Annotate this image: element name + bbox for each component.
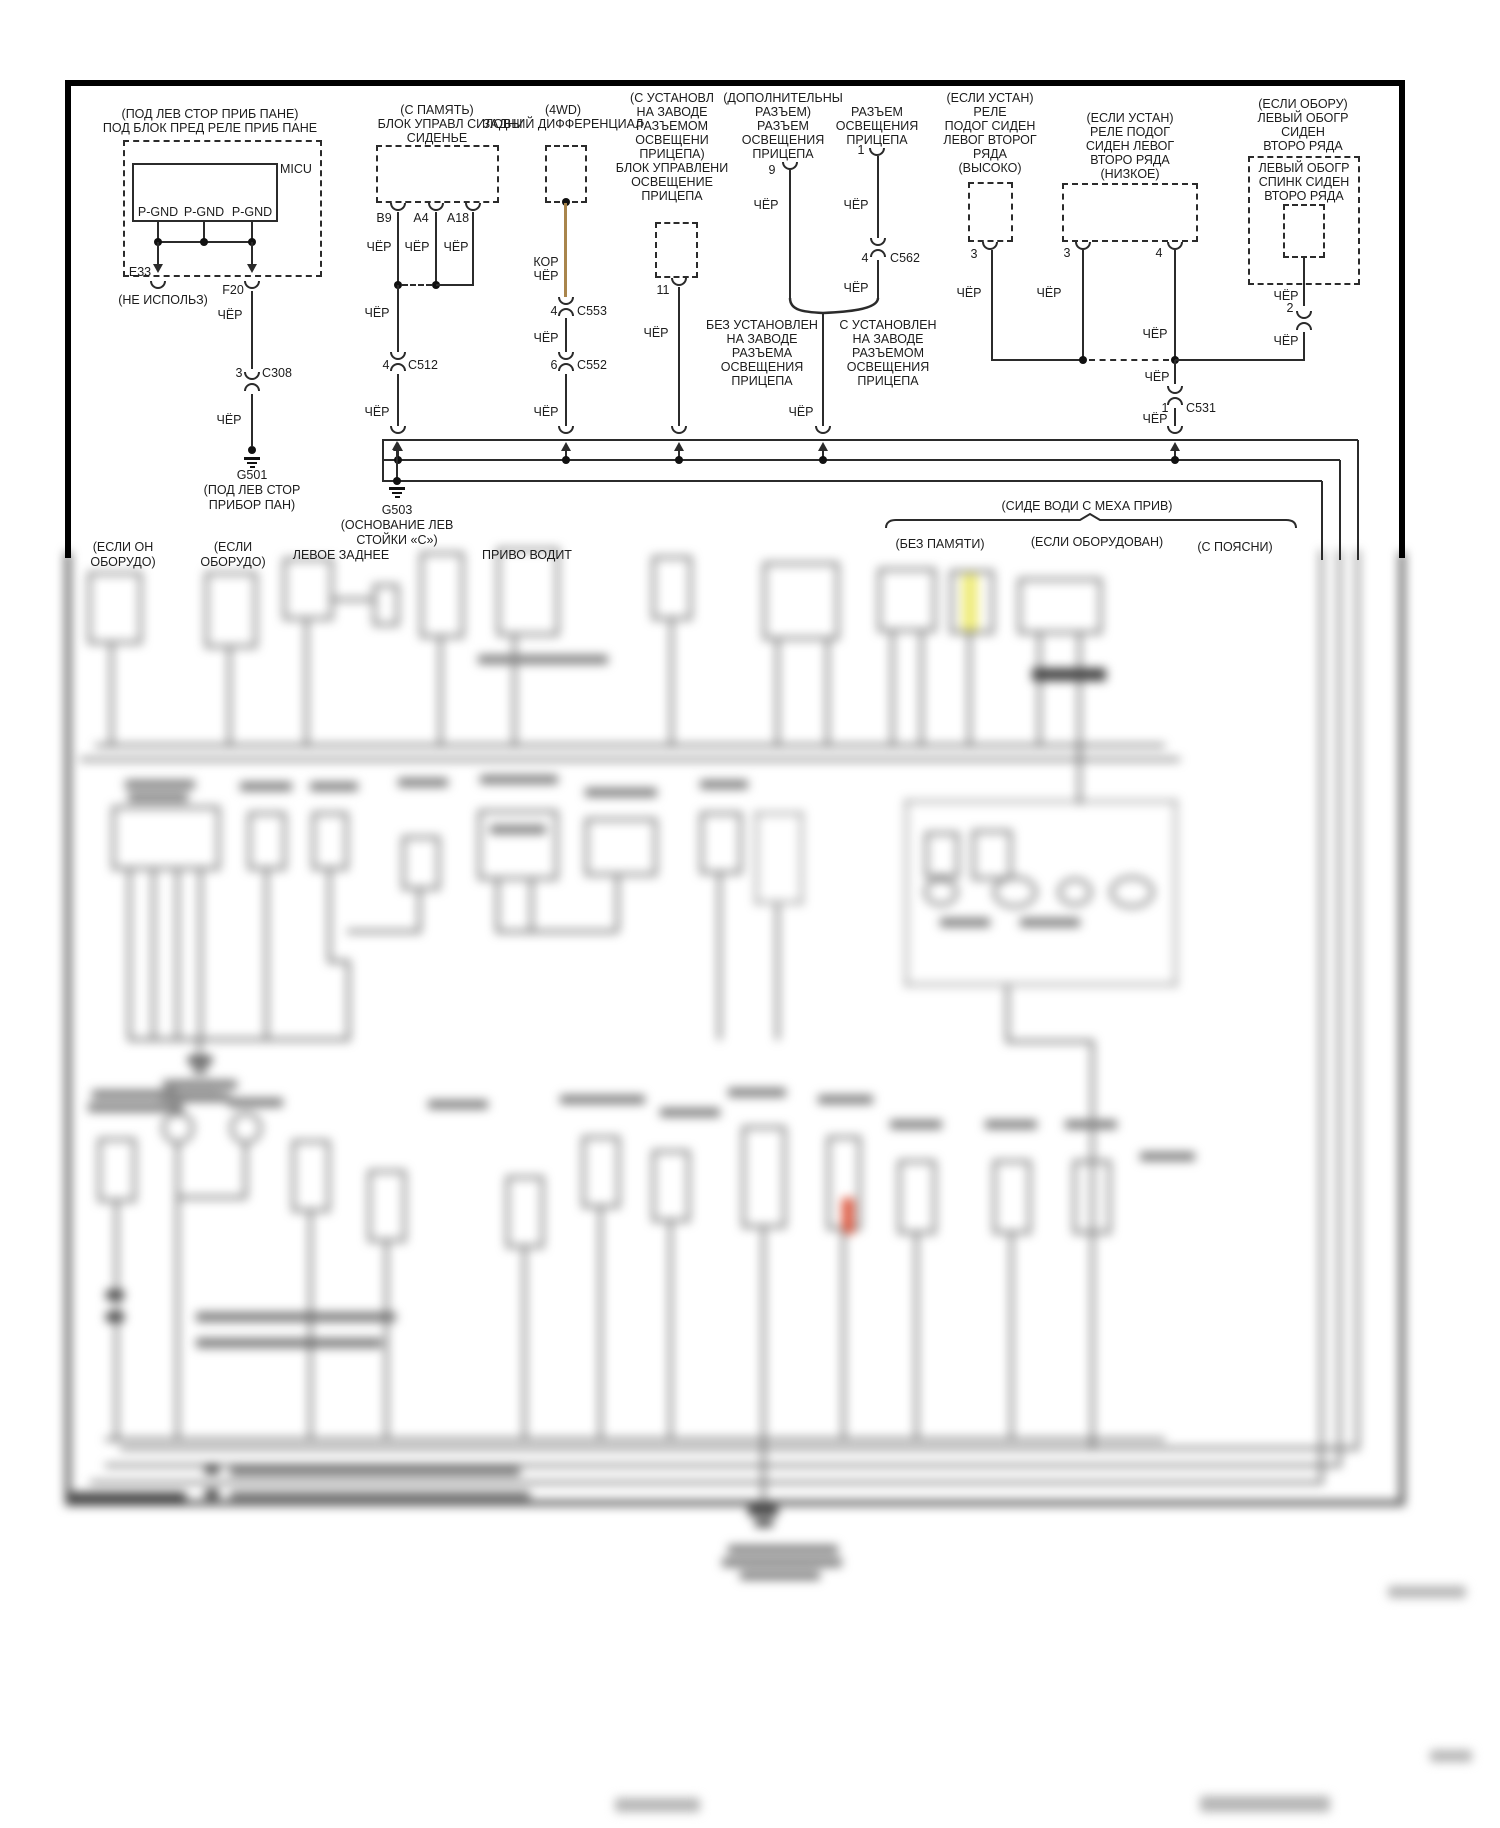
wire (1082, 250, 1084, 360)
wire (397, 212, 399, 285)
connector-icon (1296, 311, 1312, 319)
bus-line-bottom (383, 480, 1322, 482)
wire-color-label: ЧЁР (443, 239, 469, 254)
seat-option-label: (С ПОЯСНИ) (1197, 539, 1273, 554)
connector-c562-pin: 4 (861, 250, 869, 265)
wire (472, 212, 474, 285)
pin-cup-icon (869, 148, 885, 156)
seat-module-title1: (С ПАМЯТЬ) (400, 102, 474, 117)
ground-icon (389, 487, 405, 490)
trailer-module-title: ОСВЕЩЕНИЕ (631, 174, 713, 189)
junction-dot (200, 238, 208, 246)
frame-left (65, 80, 71, 558)
bus-right-drop (1357, 440, 1359, 560)
trailer-module-title: РАЗЪЕМОМ (635, 118, 709, 133)
connector-icon (870, 249, 886, 257)
pin-cup-icon (390, 203, 406, 211)
bus-right-drop (1321, 481, 1323, 560)
connector-c553-pin: 4 (550, 303, 558, 318)
ground-g503-id: G503 (381, 502, 413, 517)
pin-cup-icon (428, 203, 444, 211)
connector-c562-name: C562 (890, 250, 920, 265)
micu-title-line2: ПОД БЛОК ПРЕД РЕЛЕ ПРИБ ПАНЕ (102, 120, 318, 135)
wire (435, 212, 437, 285)
junction-dot (1079, 356, 1087, 364)
wire (251, 394, 253, 446)
relay-high-pin: 3 (970, 246, 978, 261)
seat-module-title3: СИДЕНЬЕ (406, 130, 468, 145)
ground-dot (248, 446, 256, 454)
pin-cup-icon (815, 426, 831, 434)
wire-color-label: ЧЁР (1142, 411, 1168, 426)
rear-diff-box (545, 145, 587, 203)
micu-pin-f20: F20 (222, 282, 244, 297)
connector-c308-pin: 3 (235, 365, 243, 380)
wire (1174, 250, 1176, 360)
ground-g501-loc1: (ПОД ЛЕВ СТОР (203, 482, 301, 497)
wire-color-label: ЧЁР (643, 325, 669, 340)
wire-color-label: ЧЁР (788, 404, 814, 419)
seat-heater-inner-title: ВТОРО РЯДА (1264, 188, 1344, 203)
connector-icon (1167, 397, 1183, 405)
wire (991, 250, 993, 360)
ground-g503-loc2: СТОЙКИ «С») (356, 532, 438, 547)
pin-cup-icon (1075, 242, 1091, 250)
pin-cup-icon (782, 162, 798, 170)
pin-cup-icon (1167, 426, 1183, 434)
lower-col1-label: ОБОРУДО) (90, 554, 156, 569)
group-brace-icon (884, 512, 1298, 530)
bus-left-cap (382, 439, 384, 482)
wire-color-label: ЧЁР (1142, 326, 1168, 341)
relay-low-title: ВТОРО РЯДА (1090, 152, 1170, 167)
wire (877, 260, 879, 300)
connector-icon (390, 352, 406, 360)
junction-dot (819, 456, 827, 464)
wire (397, 374, 399, 426)
seat-heater-title: ВТОРО РЯДА (1263, 138, 1343, 153)
wire (157, 242, 159, 266)
trailer-module-pin: 11 (656, 282, 670, 297)
ground-g501-loc2: ПРИБОР ПАН) (208, 497, 296, 512)
connector-icon (244, 372, 260, 380)
connector-icon (870, 238, 886, 246)
connector-c553-name: C553 (577, 303, 607, 318)
wire-color-label: ЧЁР (753, 197, 779, 212)
wire-color-label: ЧЁР (1144, 369, 1170, 384)
connector-icon (1167, 386, 1183, 394)
ground-icon (392, 492, 402, 494)
aux-connector-title: РАЗЪЕМ (757, 118, 809, 133)
relay-high-title: (ЕСЛИ УСТАН) (946, 90, 1034, 105)
lower-col1-label: (ЕСЛИ ОН (92, 539, 154, 554)
branch-label-with: РАЗЪЕМОМ (851, 345, 925, 360)
wire (1174, 360, 1176, 384)
arrow-down-icon (153, 264, 163, 273)
relay-high-title: РЯДА (973, 146, 1007, 161)
wire (251, 242, 253, 266)
relay-low-pin4: 4 (1155, 245, 1163, 260)
trailer-module-title: ПРИЦЕПА (641, 188, 703, 203)
trailer-connector-title: ПРИЦЕПА (846, 132, 908, 147)
pin-b9: B9 (376, 210, 392, 225)
micu-pin-pgnd-3: P-GND (231, 204, 273, 219)
seat-option-label: (БЕЗ ПАМЯТИ) (895, 536, 985, 551)
relay-low-title: СИДЕН ЛЕВОГ (1085, 138, 1175, 153)
connector-c531-pin: 1 (1161, 400, 1169, 415)
wire-color-label: ЧЁР (1036, 285, 1062, 300)
junction-dot (562, 456, 570, 464)
trailer-connector-title: РАЗЪЕМ (851, 104, 903, 119)
junction-dot (1171, 456, 1179, 464)
micu-pin-pgnd-2: P-GND (183, 204, 225, 219)
wire (877, 156, 879, 238)
wire-color-label: ЧЁР (366, 239, 392, 254)
rear-diff-title1: (4WD) (544, 102, 582, 117)
connector-icon (558, 352, 574, 360)
connector-c531-name: C531 (1186, 400, 1216, 415)
trailer-module-title: ОСВЕЩЕНИ (635, 132, 709, 147)
aux-connector-title: (ДОПОЛНИТЕЛЬНЫ (723, 90, 843, 105)
seat-heater-title: (ЕСЛИ ОБОРУ) (1258, 96, 1348, 111)
wire (565, 318, 567, 352)
connector-c512-pin: 4 (382, 357, 390, 372)
branch-label-with: ПРИЦЕПА (857, 373, 919, 388)
trailer-module-title: (С УСТАНОВЛ (630, 90, 714, 105)
wire (678, 287, 680, 426)
seat-module-box (376, 145, 499, 203)
lower-col2-label: ОБОРУДО) (200, 554, 266, 569)
relay-low-pin3: 3 (1063, 245, 1071, 260)
trailer-module-title: НА ЗАВОДЕ (636, 104, 708, 119)
wire-color-label: ЧЁР (1273, 333, 1299, 348)
dashed-wire (402, 284, 432, 286)
branch-label-without: РАЗЪЕМА (731, 345, 793, 360)
ground-icon (395, 496, 400, 498)
brown-wire (564, 203, 567, 297)
wire (1303, 332, 1305, 360)
connector-icon (1296, 322, 1312, 330)
branch-label-without: ОСВЕЩЕНИЯ (720, 359, 804, 374)
wire (1175, 359, 1305, 361)
wire-color-label: ЧЁР (533, 330, 559, 345)
relay-high-title: ПОДОГ СИДЕН (944, 118, 1036, 133)
wire (565, 374, 567, 426)
wire (991, 359, 1083, 361)
lower-col4-label: ПРИВО ВОДИТ (482, 547, 572, 562)
trailer-module-title: БЛОК УПРАВЛЕНИ (615, 160, 729, 175)
seat-heater-pin: 2 (1286, 300, 1294, 315)
relay-low-title: РЕЛЕ ПОДОГ (1089, 124, 1171, 139)
frame-top (65, 80, 1405, 86)
arrow-up-icon (392, 441, 402, 450)
ground-icon (244, 457, 260, 460)
pin-cup-icon (558, 426, 574, 434)
pin-cup-icon (244, 281, 260, 289)
wire-color-label: ЧЁР (404, 239, 430, 254)
pin-cup-icon (671, 278, 687, 286)
connector-c552-pin: 6 (550, 357, 558, 372)
micu-name-label: MICU (280, 161, 312, 176)
branch-label-with: НА ЗАВОДЕ (852, 331, 924, 346)
branch-label-without: ПРИЦЕПА (731, 373, 793, 388)
connector-icon (558, 363, 574, 371)
micu-pin-pgnd-1: P-GND (137, 204, 179, 219)
seat-heater-inner-title: СПИНК СИДЕН (1258, 174, 1350, 189)
pin-cup-icon (671, 426, 687, 434)
frame-right (1399, 80, 1405, 558)
aux-connector-title: ПРИЦЕПА (752, 146, 814, 161)
wire (1303, 258, 1305, 306)
wire (822, 313, 824, 426)
ground-g503-loc1: (ОСНОВАНИЕ ЛЕВ (340, 517, 454, 532)
trailer-module-title: ПРИЦЕПА) (639, 146, 705, 161)
seat-heater-inner-box (1283, 204, 1325, 258)
bus-line-top (383, 439, 1358, 441)
seat-heater-inner-title: ЛЕВЫЙ ОБОГР (1258, 160, 1350, 175)
micu-pin-e33: E33 (128, 264, 152, 279)
relay-low-title: (НИЗКОЕ) (1100, 166, 1160, 181)
aux-connector-title: РАЗЪЕМ) (754, 104, 812, 119)
wire-color-label: ЧЁР (1273, 288, 1299, 303)
pin-cup-icon (982, 242, 998, 250)
wire-color-label: ЧЁР (533, 404, 559, 419)
connector-icon (390, 363, 406, 371)
wire-color-label: ЧЁР (217, 307, 243, 322)
branch-label-without: НА ЗАВОДЕ (726, 331, 798, 346)
seat-heater-title: ЛЕВЫЙ ОБОГР (1257, 110, 1349, 125)
aux-connector-pin: 9 (768, 162, 776, 177)
wire-color-label: КОР (533, 254, 559, 269)
lower-col2-label: (ЕСЛИ (213, 539, 253, 554)
connector-c308-name: C308 (262, 365, 292, 380)
pin-a18: A18 (446, 210, 470, 225)
seat-group-label: (СИДЕ ВОДИ С МЕХА ПРИВ) (1001, 498, 1173, 513)
wire-color-label: ЧЁР (216, 412, 242, 427)
rear-diff-title2: ЗАДНИЙ ДИФФЕРЕНЦИАЛ (482, 116, 644, 131)
dashed-wire (1089, 359, 1169, 361)
branch-label-with: ОСВЕЩЕНИЯ (846, 359, 930, 374)
wire (397, 285, 399, 352)
wire-merge-brace (782, 298, 888, 318)
trailer-module-box (655, 222, 698, 278)
not-used-label: (НЕ ИСПОЛЬЗ) (118, 292, 208, 307)
pin-cup-icon (390, 426, 406, 434)
wire-color-label: ЧЁР (364, 305, 390, 320)
trailer-connector-title: ОСВЕЩЕНИЯ (835, 118, 919, 133)
trailer-connector-pin: 1 (857, 142, 865, 157)
pin-cup-icon (1167, 242, 1183, 250)
branch-label-without: БЕЗ УСТАНОВЛЕН (706, 317, 818, 332)
ground-icon (247, 462, 257, 464)
connector-icon (558, 297, 574, 305)
pin-a4: A4 (413, 210, 429, 225)
relay-high-title: РЕЛЕ (973, 104, 1007, 119)
wire-color-label: ЧЁР (364, 404, 390, 419)
relay-low-box (1062, 183, 1198, 242)
relay-high-title: ЛЕВОГ ВТОРОГ (943, 132, 1037, 147)
wire-color-label: ЧЁР (843, 197, 869, 212)
micu-title-line1: (ПОД ЛЕВ СТОР ПРИБ ПАНЕ) (121, 106, 299, 121)
junction-dot (393, 477, 401, 485)
bus-right-drop (1339, 460, 1341, 560)
connector-c552-name: C552 (577, 357, 607, 372)
bus-line-mid (383, 459, 1340, 461)
seat-heater-title: СИДЕН (1281, 124, 1325, 139)
wire (251, 291, 253, 369)
connector-icon (244, 383, 260, 391)
wire-color-label: ЧЁР (843, 280, 869, 295)
lower-col3-label: ЛЕВОЕ ЗАДНЕЕ (292, 547, 390, 562)
relay-high-box (968, 182, 1013, 242)
wire-color-label: ЧЁР (956, 285, 982, 300)
relay-low-title: (ЕСЛИ УСТАН) (1086, 110, 1174, 125)
seat-option-label: (ЕСЛИ ОБОРУДОВАН) (1030, 534, 1164, 549)
wire-color-label: ЧЁР (533, 268, 559, 283)
arrow-down-icon (247, 264, 257, 273)
ground-g501-id: G501 (236, 467, 268, 482)
pin-cup-icon (150, 281, 166, 289)
connector-icon (558, 308, 574, 316)
branch-label-with: С УСТАНОВЛЕН (839, 317, 937, 332)
connector-c512-name: C512 (408, 357, 438, 372)
seat-module-title2: БЛОК УПРАВЛ СИЛОВЫ (377, 116, 523, 131)
relay-high-title: (ВЫСОКО) (958, 160, 1022, 175)
wire (789, 170, 791, 300)
junction-dot (675, 456, 683, 464)
aux-connector-title: ОСВЕЩЕНИЯ (741, 132, 825, 147)
wire (436, 284, 474, 286)
wire (1174, 408, 1176, 426)
